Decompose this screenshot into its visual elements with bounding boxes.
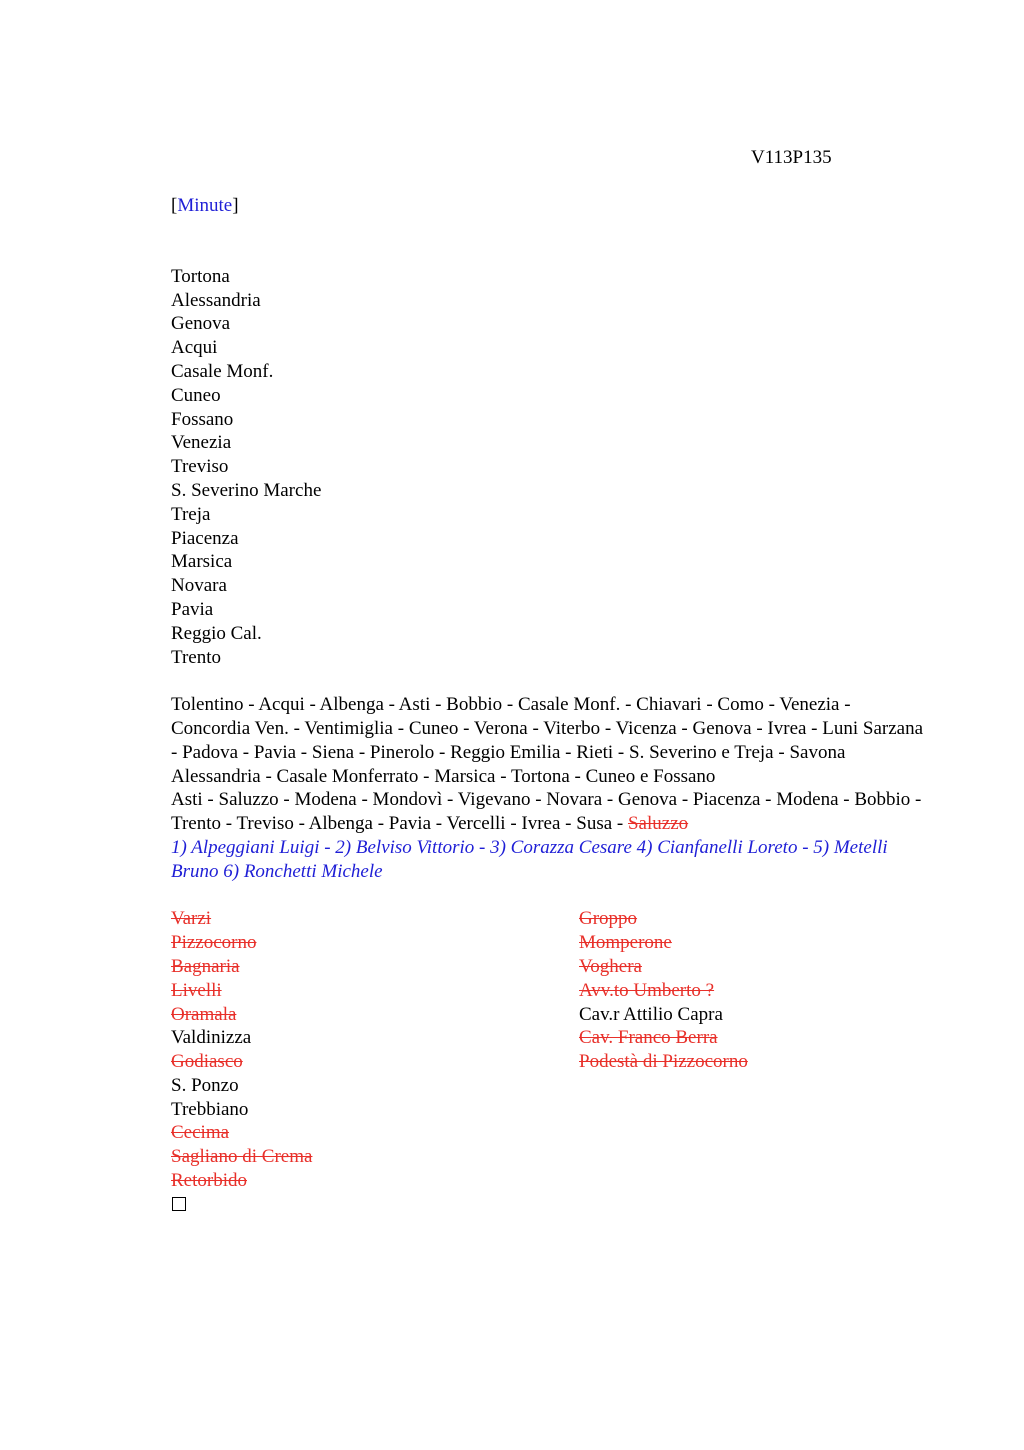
- column-entry: Cecima: [171, 1122, 230, 1144]
- names-paragraph: 1) Alpeggiani Luigi - 2) Belviso Vittorio - 3) Corazza Cesare 4) Cianfanelli Loreto - 5) Metelli Bruno 6) Ronchetti Michele: [171, 836, 888, 882]
- diocese-list-paragraph: Alessandria - Casale Monferrato - Marsica - Tortona - Cuneo e Fossano: [171, 765, 716, 787]
- city-item: Venezia: [171, 432, 232, 454]
- left-column: [171, 907, 579, 1193]
- column-entry: Livelli: [171, 979, 222, 1001]
- column-entry: Retorbido: [171, 1170, 247, 1192]
- diocese-list-paragraph: [171, 788, 931, 836]
- city-item: Fossano: [171, 408, 234, 430]
- column-entry: Bagnaria: [171, 955, 240, 977]
- column-entry: Voghera: [579, 955, 642, 977]
- column-entry: Valdinizza: [171, 1027, 252, 1049]
- city-item: Cuneo: [171, 384, 221, 406]
- column-entry: Varzi: [171, 908, 212, 930]
- city-item: Reggio Cal.: [171, 622, 262, 644]
- column-entry: Trebbiano: [171, 1098, 249, 1120]
- city-item: Alessandria: [171, 289, 261, 311]
- column-entry: Podestà di Pizzocorno: [579, 1051, 748, 1073]
- city-item: Trento: [171, 646, 221, 668]
- minute-link[interactable]: Minute: [177, 195, 233, 216]
- column-entry: Cav. Franco Berra: [579, 1027, 718, 1049]
- column-entry: Sagliano di Crema: [171, 1146, 313, 1168]
- city-item: Genova: [171, 313, 231, 335]
- right-column: [579, 907, 879, 1193]
- city-item: Acqui: [171, 337, 218, 359]
- column-entry: Avv.to Umberto ?: [579, 979, 715, 1001]
- city-item: Treja: [171, 503, 211, 525]
- city-item: Tortona: [171, 265, 230, 287]
- column-entry: Pizzocorno: [171, 932, 257, 954]
- document-body: [171, 194, 931, 1211]
- minute-header: [171, 194, 931, 218]
- city-item: Novara: [171, 575, 227, 597]
- city-item: Piacenza: [171, 527, 239, 549]
- column-entry: Oramala: [171, 1003, 237, 1025]
- column-entry: Groppo: [579, 908, 638, 930]
- column-entry: Momperone: [579, 932, 672, 954]
- column-entry: Godiasco: [171, 1051, 243, 1073]
- column-entry: Cav.r Attilio Capra: [579, 1003, 723, 1025]
- city-item: Casale Monf.: [171, 360, 274, 382]
- city-list: [171, 265, 931, 670]
- close-bracket: ]: [232, 195, 239, 216]
- white-square-icon: [172, 1197, 186, 1211]
- two-column-list: [171, 907, 931, 1193]
- page-reference: V113P135: [751, 147, 832, 168]
- city-item: Pavia: [171, 598, 214, 620]
- struck-word: Saluzzo: [627, 813, 689, 835]
- paragraph-text: Asti - Saluzzo - Modena - Mondovì - Vigevano - Novara - Genova - Piacenza - Modena - Bobbio - Trento - Treviso - Albenga - Pavia - Vercelli - Ivrea - Susa -: [171, 789, 922, 835]
- diocese-list-paragraph: Tolentino - Acqui - Albenga - Asti - Bobbio - Casale Monf. - Chiavari - Como - Venezia - Concordia Ven. - Ventimiglia - Cuneo - Verona - Viterbo - Vicenza - Genova - Ivrea - Luni Sarzana - Padova - Pavia - Siena - Pinerolo - Reggio Emilia - Rieti - S. Severino e Treja - Savona: [171, 694, 924, 763]
- column-entry: S. Ponzo: [171, 1074, 239, 1096]
- city-item: Marsica: [171, 551, 233, 573]
- diocese-paragraphs: [171, 693, 931, 883]
- city-item: Treviso: [171, 456, 229, 478]
- open-bracket: [: [171, 195, 178, 216]
- city-item: S. Severino Marche: [171, 479, 322, 501]
